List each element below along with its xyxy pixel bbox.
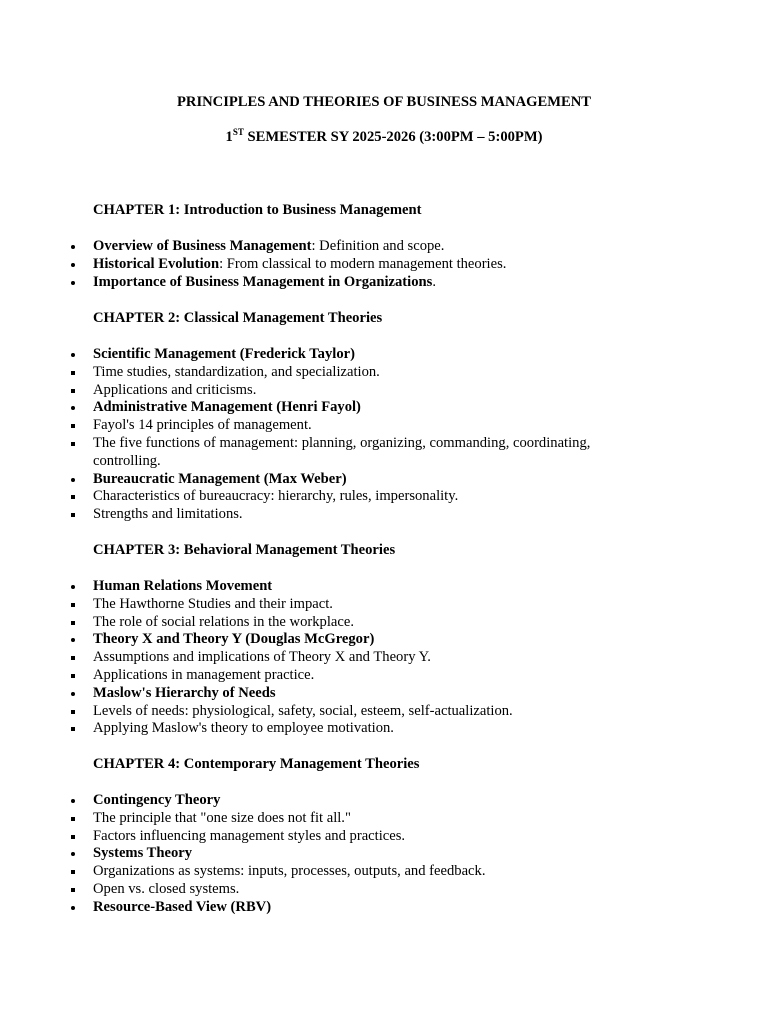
item-text: Assumptions and implications of Theory X and Theory Y. bbox=[93, 649, 431, 666]
item-bold-text: Maslow's Hierarchy of Needs bbox=[93, 684, 276, 701]
topic-list-item bbox=[0, 845, 620, 863]
item-text: Strengths and limitations. bbox=[93, 506, 243, 523]
semester-line bbox=[0, 129, 768, 147]
chapter-item-list bbox=[0, 346, 620, 524]
item-bold-text: Scientific Management (Frederick Taylor) bbox=[93, 346, 355, 362]
topic-list-item bbox=[0, 274, 620, 292]
subtopic-list-item bbox=[0, 703, 620, 721]
chapter-item-list bbox=[0, 238, 620, 291]
item-bold-text: Bureaucratic Management (Max Weber) bbox=[93, 470, 347, 487]
item-text: : From classical to modern management theories. bbox=[219, 255, 507, 272]
item-bold-text: Resource-Based View (RBV) bbox=[93, 898, 272, 915]
semester-details: SEMESTER SY 2025-2026 (3:00PM – 5:00PM) bbox=[243, 129, 543, 145]
document-title: PRINCIPLES AND THEORIES OF BUSINESS MANAGEMENT bbox=[177, 94, 591, 110]
item-text: Characteristics of bureaucracy: hierarchy, rules, impersonality. bbox=[93, 488, 459, 505]
item-bold-text: Importance of Business Management in Organizations bbox=[93, 273, 433, 290]
item-text: Fayol's 14 principles of management. bbox=[93, 417, 312, 434]
subtopic-list-item bbox=[0, 863, 620, 881]
item-bold-text: Historical Evolution bbox=[93, 255, 220, 272]
item-bold-text: Overview of Business Management bbox=[93, 238, 312, 254]
item-bold-text: Theory X and Theory Y (Douglas McGregor) bbox=[93, 631, 375, 648]
chapter-heading: CHAPTER 1: Introduction to Business Management bbox=[93, 202, 422, 218]
item-text: The principle that "one size does not fit all." bbox=[93, 809, 351, 826]
item-text: The Hawthorne Studies and their impact. bbox=[93, 595, 333, 612]
topic-list-item bbox=[0, 399, 620, 417]
subtopic-list-item bbox=[0, 596, 620, 614]
topic-list-item bbox=[0, 346, 620, 364]
subtopic-list-item bbox=[0, 382, 620, 400]
item-text: Levels of needs: physiological, safety, social, esteem, self-actualization. bbox=[93, 702, 513, 719]
item-bold-text: Human Relations Movement bbox=[93, 578, 273, 594]
item-text: Applications in management practice. bbox=[93, 666, 315, 683]
subtopic-list-item bbox=[0, 720, 620, 738]
chapter-heading: CHAPTER 3: Behavioral Management Theories bbox=[93, 542, 396, 558]
subtopic-list-item bbox=[0, 667, 620, 685]
topic-list-item bbox=[0, 471, 620, 489]
item-text: Time studies, standardization, and specialization. bbox=[93, 363, 380, 380]
subtopic-list-item bbox=[0, 435, 620, 471]
subtopic-list-item bbox=[0, 488, 620, 506]
item-bold-text: Contingency Theory bbox=[93, 792, 221, 808]
topic-list-item bbox=[0, 899, 620, 917]
topic-list-item bbox=[0, 238, 620, 256]
topic-list-item bbox=[0, 685, 620, 703]
subtopic-list-item bbox=[0, 828, 620, 846]
topic-list-item bbox=[0, 792, 620, 810]
topic-list-item bbox=[0, 631, 620, 649]
topic-list-item bbox=[0, 578, 620, 596]
subtopic-list-item bbox=[0, 364, 620, 382]
subtopic-list-item bbox=[0, 810, 620, 828]
item-text: The role of social relations in the workplace. bbox=[93, 613, 354, 630]
subtopic-list-item bbox=[0, 417, 620, 435]
chapter-item-list bbox=[0, 792, 620, 917]
item-text: Applying Maslow's theory to employee motivation. bbox=[93, 720, 394, 737]
item-text: Organizations as systems: inputs, processes, outputs, and feedback. bbox=[93, 863, 486, 880]
item-text: The five functions of management: planning, organizing, commanding, coordinating, controlling. bbox=[93, 434, 591, 469]
item-text: . bbox=[432, 273, 436, 290]
semester-ordinal: 1 bbox=[225, 129, 233, 145]
item-bold-text: Systems Theory bbox=[93, 845, 193, 862]
item-bold-text: Administrative Management (Henri Fayol) bbox=[93, 399, 361, 416]
semester-superscript: ST bbox=[232, 127, 244, 137]
subtopic-list-item bbox=[0, 649, 620, 667]
subtopic-list-item bbox=[0, 614, 620, 632]
subtopic-list-item bbox=[0, 506, 620, 524]
item-text: Applications and criticisms. bbox=[93, 381, 257, 398]
item-text: Open vs. closed systems. bbox=[93, 880, 240, 897]
subtopic-list-item bbox=[0, 881, 620, 899]
chapter-heading: CHAPTER 2: Classical Management Theories bbox=[93, 310, 383, 326]
chapter-heading: CHAPTER 4: Contemporary Management Theories bbox=[93, 756, 420, 772]
item-text: Factors influencing management styles and practices. bbox=[93, 827, 406, 844]
topic-list-item bbox=[0, 256, 620, 274]
chapter-item-list bbox=[0, 578, 620, 738]
item-text: : Definition and scope. bbox=[311, 238, 445, 254]
